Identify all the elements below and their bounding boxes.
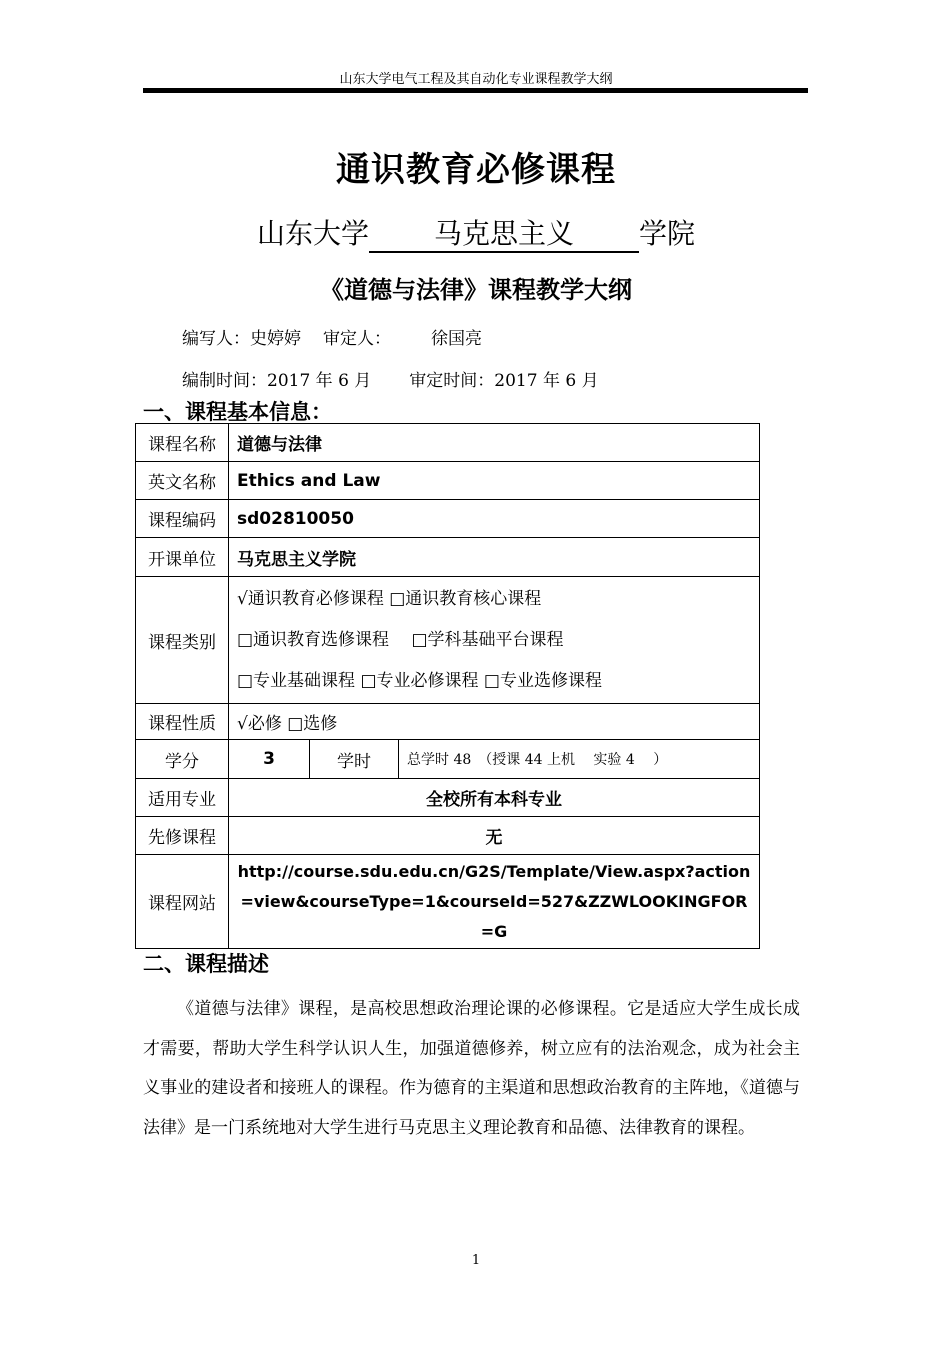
- writer-name: 史婷婷: [250, 329, 301, 349]
- reviewer-name: 徐国亮: [431, 329, 482, 349]
- table-row: [136, 500, 760, 538]
- category-line: √通识教育必修课程 □通识教育核心课程: [237, 588, 542, 609]
- compile-date: 2017 年 6 月: [267, 371, 372, 391]
- writer-label: 编写人：: [182, 329, 250, 349]
- compile-label: 编制时间：: [182, 371, 267, 391]
- header-rule: [143, 88, 808, 93]
- section1-heading: 一、课程基本信息：: [143, 400, 332, 424]
- table-row: [136, 855, 760, 949]
- college-line: [0, 212, 952, 253]
- page-number: 1: [471, 1253, 481, 1268]
- table-row: [136, 704, 760, 740]
- hours-label: 学时: [310, 740, 399, 779]
- college-name: 马克思主义: [369, 217, 639, 253]
- nature-value: √必修 □选修: [229, 704, 760, 740]
- table-row: [136, 462, 760, 500]
- table-row: [136, 424, 760, 462]
- course-description: 《道德与法律》课程，是高校思想政治理论课的必修课程。它是适应大学生成长成才需要，帮助大学生科学认识人生，加强道德修养，树立应有的法治观念，成为社会主义事业的建设者和接班人的课程。作为德育的主渠道和思想政治教育的主阵地，《道德与法律》是一门系统地对大学生进行马克思主义理论教育和品德、法律教育的课程。: [143, 999, 800, 1138]
- prereq-value: 无: [229, 817, 760, 855]
- prereq-label: 先修课程: [136, 817, 229, 855]
- credit-value: 3: [229, 740, 310, 779]
- course-info-table: [135, 423, 760, 949]
- category-value: [229, 577, 760, 704]
- table-row: [136, 740, 760, 779]
- course-name-label: 课程名称: [136, 424, 229, 462]
- outline-title: 《道德与法律》课程教学大纲: [320, 276, 632, 304]
- english-name-label: 英文名称: [136, 462, 229, 500]
- college-prefix: 山东大学: [256, 217, 369, 250]
- dates-line: [182, 366, 599, 391]
- running-header: 山东大学电气工程及其自动化专业课程教学大纲: [339, 72, 613, 87]
- document-title: 通识教育必修课程: [336, 150, 616, 190]
- course-name-value: 道德与法律: [229, 424, 760, 462]
- course-code-label: 课程编码: [136, 500, 229, 538]
- website-link[interactable]: http://course.sdu.edu.cn/G2S/Template/View.aspx?action=view&courseType=1&courseId=527&ZZWLOOKINGFOR=G: [229, 855, 760, 949]
- review-date: 2017 年 6 月: [494, 371, 599, 391]
- unit-value: 马克思主义学院: [229, 538, 760, 577]
- unit-label: 开课单位: [136, 538, 229, 577]
- table-row: [136, 779, 760, 817]
- category-label: 课程类别: [136, 577, 229, 704]
- table-row: [136, 538, 760, 577]
- section2-heading: 二、课程描述: [143, 952, 269, 976]
- table-row: [136, 577, 760, 704]
- course-code-value: sd02810050: [229, 500, 760, 538]
- major-value: 全校所有本科专业: [229, 779, 760, 817]
- website-label: 课程网站: [136, 855, 229, 949]
- authors-line: [182, 324, 482, 349]
- credit-label: 学分: [136, 740, 229, 779]
- category-line: □通识教育选修课程 □学科基础平台课程: [237, 629, 564, 650]
- nature-label: 课程性质: [136, 704, 229, 740]
- review-label: 审定时间：: [409, 371, 495, 391]
- hours-value: 总学时 48 （授课 44 上机 实验 4 ）: [399, 740, 760, 779]
- english-name-value: Ethics and Law: [229, 462, 760, 500]
- college-suffix: 学院: [639, 217, 696, 250]
- table-row: [136, 817, 760, 855]
- major-label: 适用专业: [136, 779, 229, 817]
- category-line: □专业基础课程 □专业必修课程 □专业选修课程: [237, 670, 602, 691]
- reviewer-label: 审定人：: [323, 329, 391, 349]
